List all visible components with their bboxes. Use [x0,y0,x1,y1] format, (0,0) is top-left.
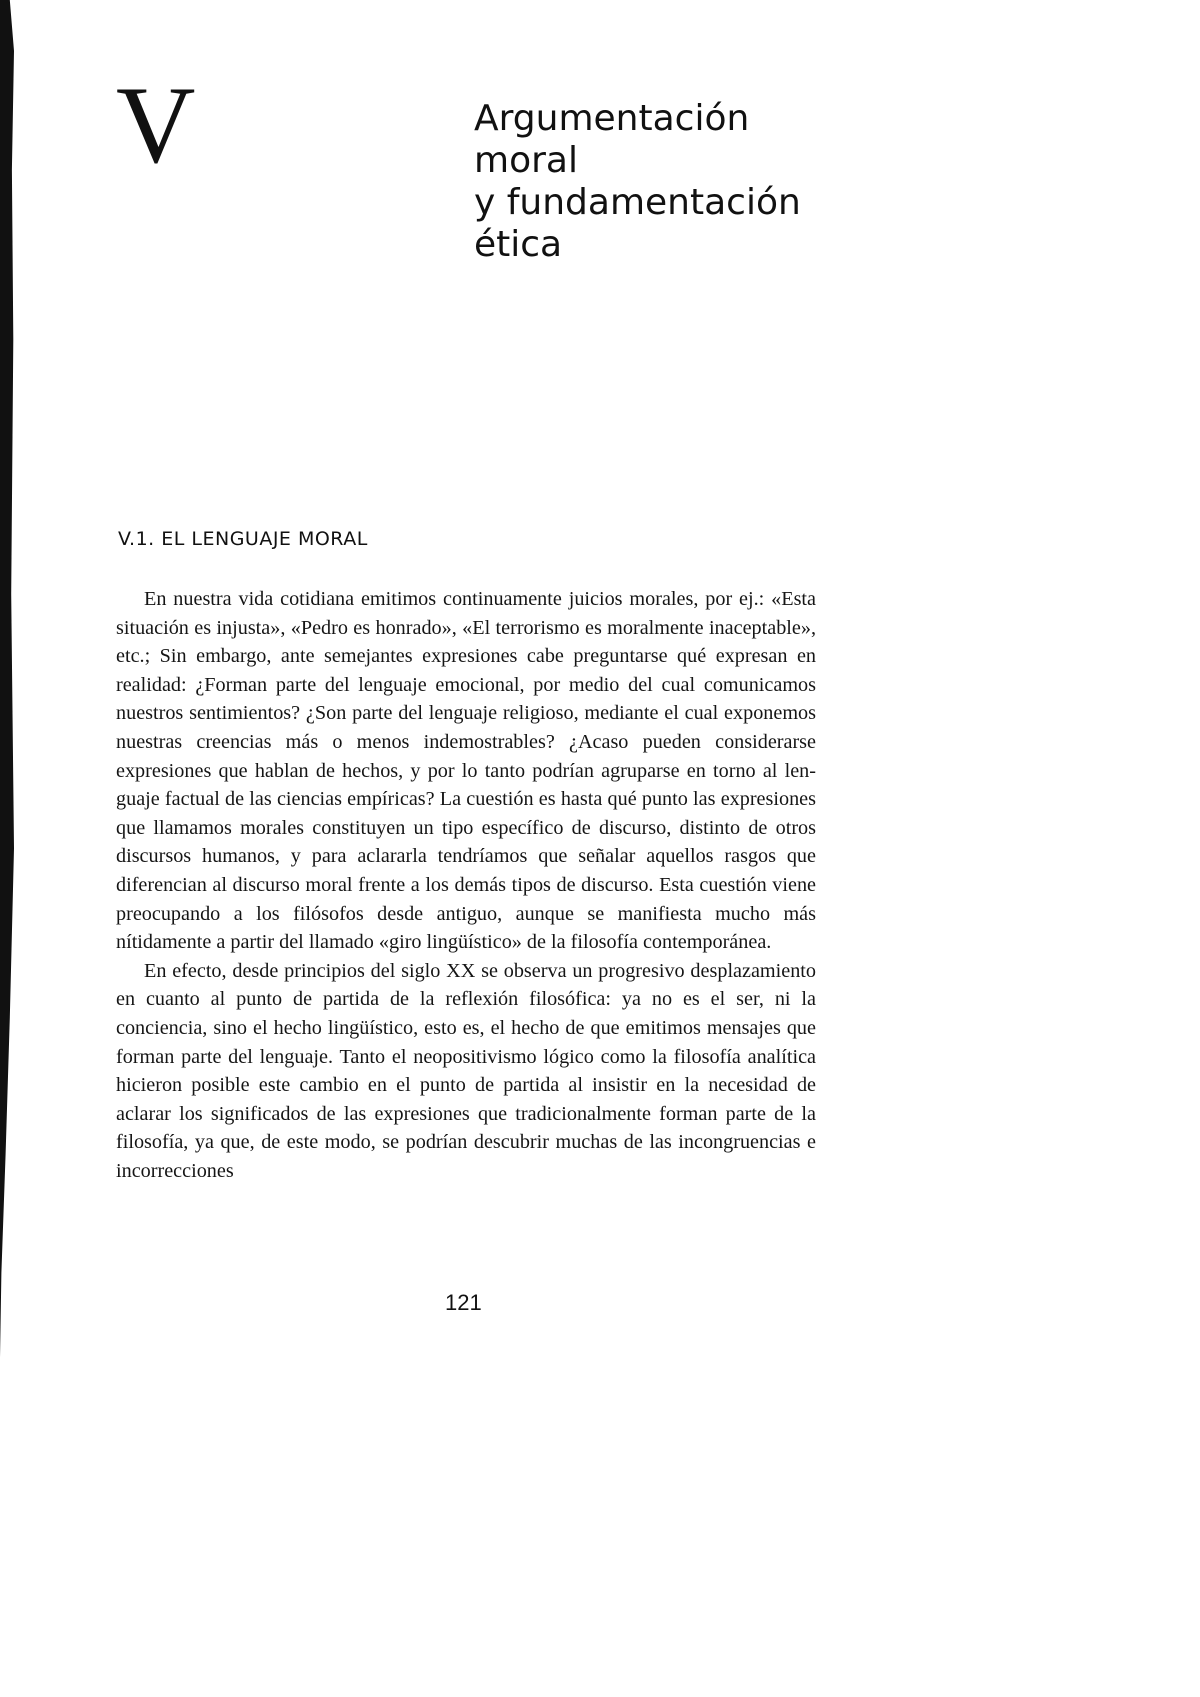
chapter-numeral: V [116,64,196,186]
chapter-title-line: ética [474,224,563,265]
page-number: 121 [445,1290,482,1315]
paragraph: En efecto, desde principios del siglo XX se observa un progresivo desplazamiento en cuanto al punto de partida de la reflexión filosófica: ya no es el ser, ni la conciencia, sino el hecho lingüístico, esto es, el hecho de que emitimos mensajes que forman parte del lenguaje. Tanto el neopositivismo lógico como la filosofía analítica hicieron posible este cambio en el punto de partida al insistir en la necesidad de aclarar los significados de las expresiones que tradicionalmente forman parte de la filosofía, ya que, de este modo, se podrían descubrir muchas de las incongruencias e incorrecciones [116,959,816,1182]
chapter-title-line: Argumentación [474,98,750,139]
body-text [116,585,816,1185]
paragraph: En nuestra vida cotidiana emitimos continuamente juicios morales, por ej.: «Esta situación es injusta», «Pedro es honrado», «El terrorismo es moralmente inaceptable», etc.; Sin embargo, ante semejantes expresiones cabe preguntarse qué expresan en realidad: ¿Forman parte del lenguaje emocional, por medio del cual comunicamos nuestros sentimientos? ¿Son parte del lenguaje religioso, mediante el cual exponemos nuestras creencias más o menos indemostrables? ¿Acaso pueden considerarse expresiones que hablan de hechos, y por lo tanto podrían agruparse en torno al lenguaje factual de las ciencias empíricas? La cuestión es hasta qué punto las expresiones que llamamos morales constituyen un tipo específico de discurso, distinto de otros discursos humanos, y para aclararla tendríamos que señalar aquellos rasgos que diferencian al discurso moral frente a los demás tipos de discurso. Esta cuestión viene preocupando a los filósofos desde antiguo, aunque se manifiesta mucho más nítidamente a partir del llamado «giro lingüístico» de la filosofía contemporánea. [116,588,816,954]
scan-edge-shadow [0,0,14,1697]
chapter-title-line: y fundamentación [474,182,801,223]
chapter-title [474,98,894,266]
section-heading: V.1. EL LENGUAJE MORAL [118,528,368,550]
chapter-title-line: moral [474,140,578,181]
